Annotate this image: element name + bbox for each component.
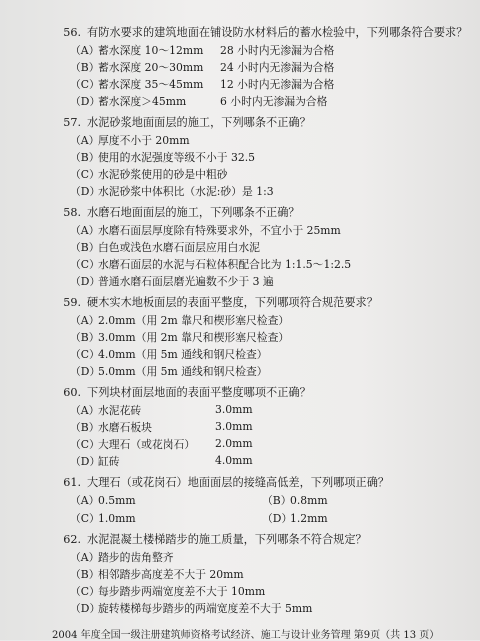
option-58-a: （A）水磨石面层厚度除有特殊要求外，不宜小于 25mm xyxy=(70,224,341,237)
page-footer: 2004 年度全国一级注册建筑师资格考试经济、施工与设计业务管理 第9页（共 13 页） xyxy=(52,630,440,641)
option-60-c-value: 2.0mm xyxy=(215,437,253,450)
option-60-b-value: 3.0mm xyxy=(215,420,253,433)
option-56-d-value: 6 小时内无渗漏为合格 xyxy=(220,95,328,108)
option-56-b-value: 24 小时内无渗漏为合格 xyxy=(220,61,335,74)
option-58-d: （D）普通水磨石面层磨光遍数不少于 3 遍 xyxy=(70,275,274,288)
option-56-a: （A）蓄水深度 10～12mm xyxy=(70,44,204,57)
option-61-b: （B）0.8mm xyxy=(262,494,328,507)
option-62-a: （A）踏步的齿角整齐 xyxy=(70,551,174,564)
option-60-b: （B）水磨石板块 xyxy=(70,421,152,434)
option-60-d-value: 4.0mm xyxy=(215,454,253,467)
option-60-a: （A）水泥花砖 xyxy=(70,404,142,417)
option-57-b: （B）使用的水泥强度等级不小于 32.5 xyxy=(70,151,256,164)
question-number: 60. xyxy=(63,386,81,399)
question-stem: 水磨石地面面层的施工，下列哪条不正确？ xyxy=(87,206,300,219)
option-56-c: （C）蓄水深度 35～45mm xyxy=(70,78,204,91)
option-61-c: （C）1.0mm xyxy=(70,512,136,525)
option-61-a: （A）0.5mm xyxy=(70,494,136,507)
option-59-b: （B）3.0mm（用 2m 靠尺和楔形塞尺检查） xyxy=(70,331,290,344)
option-62-c: （C）每步踏步两端宽度差不大于 10mm xyxy=(70,585,266,598)
option-59-c: （C）4.0mm（用 5m 通线和钢尺检查） xyxy=(70,348,268,361)
option-57-d: （D）水泥砂浆中体积比（水泥:砂）是 1:3 xyxy=(70,185,274,198)
option-56-b: （B）蓄水深度 20～30mm xyxy=(70,61,204,74)
question-stem: 有防水要求的建筑地面在铺设防水材料后的蓄水检验中，下列哪条符合要求？ xyxy=(87,26,468,39)
question-stem: 下列块材面层地面的表面平整度哪项不正确？ xyxy=(87,386,311,399)
question-number: 58. xyxy=(63,206,81,219)
option-60-a-value: 3.0mm xyxy=(215,403,253,416)
option-60-d: （D）缸砖 xyxy=(70,455,120,468)
question-stem: 大理石（或花岗石）地面面层的接缝高低差，下列哪项正确？ xyxy=(87,476,390,489)
option-60-c: （C）大理石（或花岗石） xyxy=(70,438,196,451)
question-stem: 硬木实木地板面层的表面平整度，下列哪项符合规范要求？ xyxy=(87,296,378,309)
option-57-c: （C）水泥砂浆使用的砂是中粗砂 xyxy=(70,168,228,181)
option-56-d: （D）蓄水深度＞45mm xyxy=(70,95,187,108)
option-56-c-value: 12 小时内无渗漏为合格 xyxy=(220,78,335,91)
option-61-d: （D）1.2mm xyxy=(262,512,328,525)
option-58-c: （C）水磨石面层的水泥与石粒体积配合比为 1:1.5～1:2.5 xyxy=(70,258,352,271)
option-62-d: （D）旋转楼梯每步踏步的两端宽度差不大于 5mm xyxy=(70,602,313,615)
option-59-a: （A）2.0mm（用 2m 靠尺和楔形塞尺检查） xyxy=(70,314,290,327)
question-number: 57. xyxy=(63,116,81,129)
question-stem: 水泥砂浆地面面层的施工，下列哪条不正确？ xyxy=(87,116,311,129)
question-number: 62. xyxy=(63,533,81,546)
option-56-a-value: 28 小时内无渗漏为合格 xyxy=(220,44,335,57)
option-59-d: （D）5.0mm（用 5m 通线和钢尺检查） xyxy=(70,365,268,378)
question-number: 56. xyxy=(63,26,81,39)
option-57-a: （A）厚度不小于 20mm xyxy=(70,134,190,147)
question-number: 59. xyxy=(63,296,81,309)
question-number: 61. xyxy=(63,476,81,489)
option-58-b: （B）白色或浅色水磨石面层应用白水泥 xyxy=(70,241,260,254)
question-stem: 水泥混凝土楼梯踏步的施工质量，下列哪条不符合规定？ xyxy=(87,533,367,546)
option-62-b: （B）相邻踏步高度差不大于 20mm xyxy=(70,568,244,581)
